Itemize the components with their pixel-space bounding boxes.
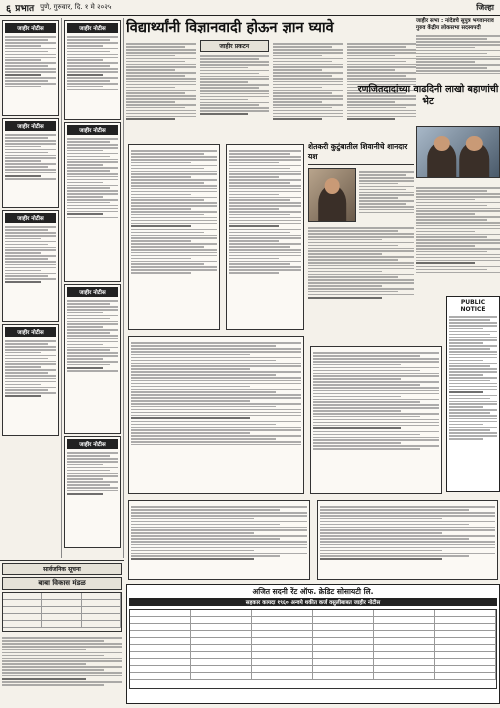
page-number: ६ bbox=[6, 3, 12, 15]
left-column-2 bbox=[62, 18, 124, 558]
story-2-headline: शेतकरी कुटुंबातील शिवानीचे शानदार यश bbox=[308, 142, 414, 165]
left-column-1 bbox=[0, 18, 62, 558]
right-kicker-area bbox=[416, 18, 500, 82]
story-2-photo bbox=[308, 168, 356, 222]
notice-title: जाहीर नोटीस bbox=[67, 125, 118, 135]
masthead bbox=[0, 0, 500, 16]
notice-block bbox=[317, 500, 499, 580]
notice-title: जाहीर नोटीस bbox=[67, 287, 118, 297]
notice-block bbox=[2, 324, 59, 436]
public-notice-title: PUBLIC NOTICE bbox=[460, 299, 486, 313]
notice-title: जाहीर नोटीस bbox=[5, 23, 56, 33]
center-notice-area bbox=[224, 142, 306, 332]
notice-block bbox=[128, 500, 310, 580]
right-story-kicker: जाहीर सभा : नांदेडचे सुपुत्र भगवानराव गुरुव केंद्रीय लोकसभा सदस्यपदी bbox=[416, 18, 494, 31]
notice-title: जाहीर नोटीस bbox=[5, 327, 56, 337]
bottom-ad-table bbox=[129, 609, 497, 689]
public-notice-box bbox=[446, 296, 500, 496]
center-notice-area bbox=[126, 142, 222, 332]
right-story-header bbox=[356, 84, 500, 124]
lead-box-label: जाहीर प्रकटन bbox=[200, 40, 270, 52]
story-text-column bbox=[126, 40, 196, 140]
center-bottom-notices bbox=[126, 334, 306, 496]
notice-block bbox=[128, 144, 220, 330]
notice-block bbox=[2, 118, 59, 208]
notice-title: जाहीर नोटीस bbox=[67, 439, 118, 449]
notice-block bbox=[64, 20, 121, 120]
left-bottom-section bbox=[0, 560, 124, 705]
notice-block bbox=[226, 144, 304, 330]
right-story-headline: रणजितदादांच्या वाढदिनी लाखो बहाणांची भेट bbox=[357, 84, 499, 107]
bottom-ad-title: अजित सदनी रेंट ऑफ. क्रेडिट सोसायटी लि. bbox=[252, 587, 374, 596]
issue-date: पुणे, गुरुवार, दि. १ मे २०२५ bbox=[40, 3, 112, 11]
left-bottom-table bbox=[2, 592, 122, 632]
notice-title: जाहीर नोटीस bbox=[5, 213, 56, 223]
left-bottom-title: सार्वजनिक सूचना bbox=[2, 563, 122, 575]
notice-title: जाहीर नोटीस bbox=[5, 121, 56, 131]
lead-headline: विद्यार्थ्यांनी विज्ञानवादी होऊन ज्ञान घ्यावे bbox=[126, 20, 334, 36]
story-2 bbox=[308, 142, 414, 342]
notice-block bbox=[64, 122, 121, 282]
notice-block bbox=[2, 20, 59, 116]
story-text-column bbox=[200, 40, 270, 140]
brand-name: प्रभात bbox=[15, 4, 35, 14]
right-story-text bbox=[416, 184, 500, 292]
notice-block bbox=[128, 336, 304, 494]
notice-block bbox=[2, 210, 59, 322]
section-label: जिल्हा bbox=[476, 2, 494, 12]
center-right-notices bbox=[308, 344, 444, 496]
right-story-photo bbox=[416, 126, 500, 178]
notice-block bbox=[64, 284, 121, 434]
bottom-ad-subtitle: सहकार कायदा १९६० अन्वये थकीत कर्ज वसुलीबाबत जाहीर नोटीस bbox=[129, 598, 497, 606]
bottom-advertisement bbox=[126, 584, 500, 706]
notice-block bbox=[310, 346, 442, 494]
left-bottom-box-title: बाबा विकास मंडळ bbox=[2, 577, 122, 590]
right-story-photo-wrap bbox=[416, 126, 500, 182]
notice-block bbox=[64, 436, 121, 548]
lower-notices-area bbox=[126, 498, 500, 582]
story-text-column bbox=[273, 40, 343, 140]
notice-title: जाहीर नोटीस bbox=[67, 23, 118, 33]
